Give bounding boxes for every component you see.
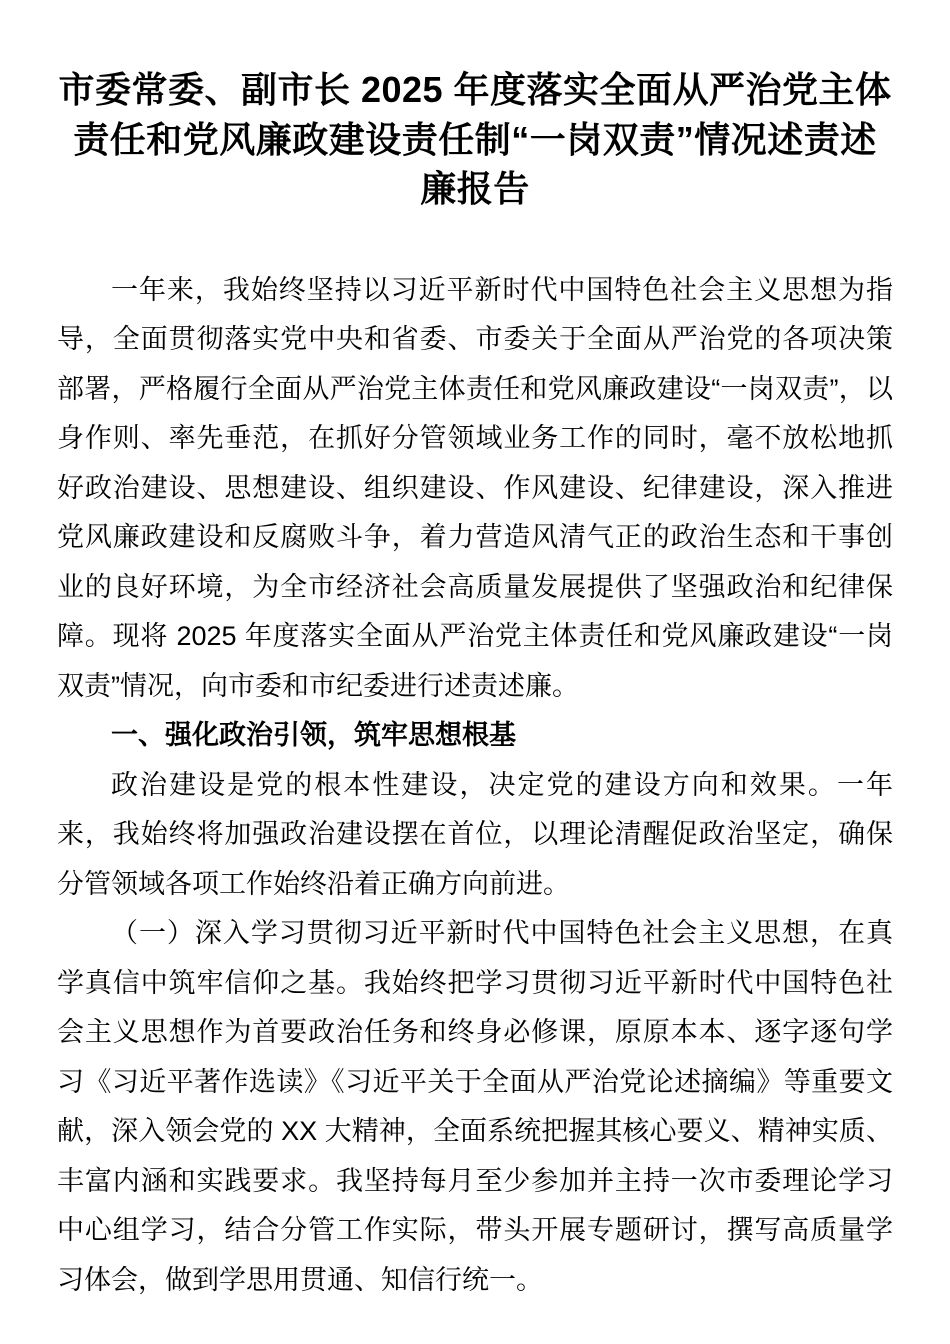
paragraph-political-building: 政治建设是党的根本性建设，决定党的建设方向和效果。一年来，我始终将加强政治建设摆在首位，以理论清醒促政治坚定，确保分管领域各项工作始终沿着正确方向前进。 (57, 769, 893, 899)
paragraph-intro: 一年来，我始终坚持以习近平新时代中国特色社会主义思想为指导，全面贯彻落实党中央和省委、市委关于全面从严治党的各项决策部署，严格履行全面从严治党主体责任和党风廉政建设“一岗双责”，以身作则、率先垂范，在抓好分管领域业务工作的同时，毫不放松地抓好政治建设、思想建设、组织建设、作风建设、纪律建设，深入推进党风廉政建设和反腐败斗争，着力营造风清气正的政治生态和干事创业的良好环境，为全市经济社会高质量发展提供了坚强政治和纪律保障。现将 2025 年度落实全面从严治党主体责任和党风廉政建设“一岗双责”情况，向市委和市纪委进行述责述廉。 (57, 274, 893, 701)
paragraph-study-implementation: （一）深入学习贯彻习近平新时代中国特色社会主义思想，在真学真信中筑牢信仰之基。我始终把学习贯彻习近平新时代中国特色社会主义思想作为首要政治任务和终身必修课，原原本本、逐字逐句学习《习近平著作选读》《习近平关于全面从严治党论述摘编》等重要文献，深入领会党的 XX 大精神，全面系统把握其核心要义、精神实质、丰富内涵和实践要求。我坚持每月至少参加并主持一次市委理论学习中心组学习，结合分管工作实际，带头开展专题研讨，撰写高质量学习体会，做到学思用贯通、知信行统一。 (57, 918, 893, 1295)
document-title: 市委常委、副市长 2025 年度落实全面从严治党主体责任和党风廉政建设责任制“一岗双责”情况述责述廉报告 (58, 69, 892, 209)
section-heading-1: 一、强化政治引领，筑牢思想根基 (111, 720, 516, 750)
